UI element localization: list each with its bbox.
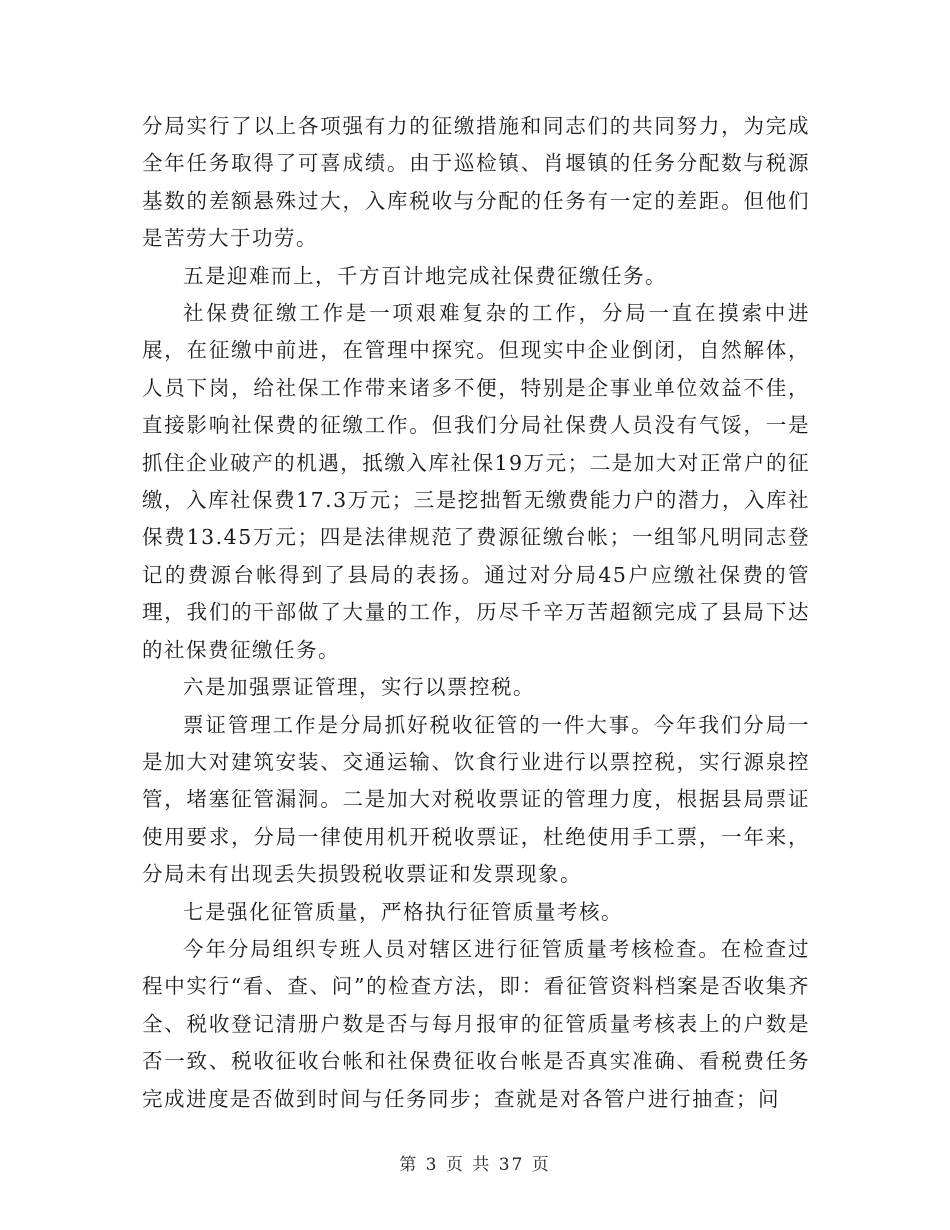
paragraph-5: 票证管理工作是分局抓好税收征管的一件大事。今年我们分局一是加大对建筑安装、交通运输、饮食行业进行以票控税，实行源泉控管，堵塞征管漏洞。二是加大对税收票证的管理力度，根据县局票证使用要求，分局一律使用机开税收票证，杜绝使用手工票，一年来，分局未有出现丢失损毁税收票证和发票现象。 [142,712,810,887]
paragraph-4-heading-six: 六是加强票证管理，实行以票控税。 [183,675,535,700]
page-footer: 第 3 页 共 37 页 [399,1155,551,1175]
paragraph-6-heading-seven: 七是强化征管质量，严格执行征管质量考核。 [183,899,623,924]
paragraph-7: 今年分局组织专班人员对辖区进行征管质量考核检查。在检查过程中实行“看、查、问”的检查方法，即：看征管资料档案是否收集齐全、税收登记清册户数是否与每月报审的征管质量考核表上的户数是否一致、税收征收台帐和社保费征收台帐是否真实准确、看税费任务完成进度是否做到时间与任务同步；查就是对各管户进行抽查；问 [142,936,810,1111]
paragraph-1: 分局实行了以上各项强有力的征缴措施和同志们的共同努力，为完成全年任务取得了可喜成绩。由于巡检镇、肖堰镇的任务分配数与税源基数的差额悬殊过大，入库税收与分配的任务有一定的差距。但他们是苦劳大于功劳。 [142,114,810,251]
paragraph-3: 社保费征缴工作是一项艰难复杂的工作，分局一直在摸索中进展，在征缴中前进，在管理中探究。但现实中企业倒闭，自然解体，人员下岗，给社保工作带来诸多不便，特别是企事业单位效益不佳，直接影响社保费的征缴工作。但我们分局社保费人员没有气馁，一是抓住企业破产的机遇，抵缴入库社保19万元；二是加大对正常户的征缴，入库社保费17.3万元；三是挖拙暂无缴费能力户的潜力，入库社保费13.45万元；四是法律规范了费源征缴台帐；一组邹凡明同志登记的费源台帐得到了县局的表扬。通过对分局45户应缴社保费的管理，我们的干部做了大量的工作，历尽千辛万苦超额完成了县局下达的社保费征缴任务。 [142,301,810,662]
paragraph-2-heading-five: 五是迎难而上，千方百计地完成社保费征缴任务。 [183,263,667,288]
document-body [142,108,810,1118]
